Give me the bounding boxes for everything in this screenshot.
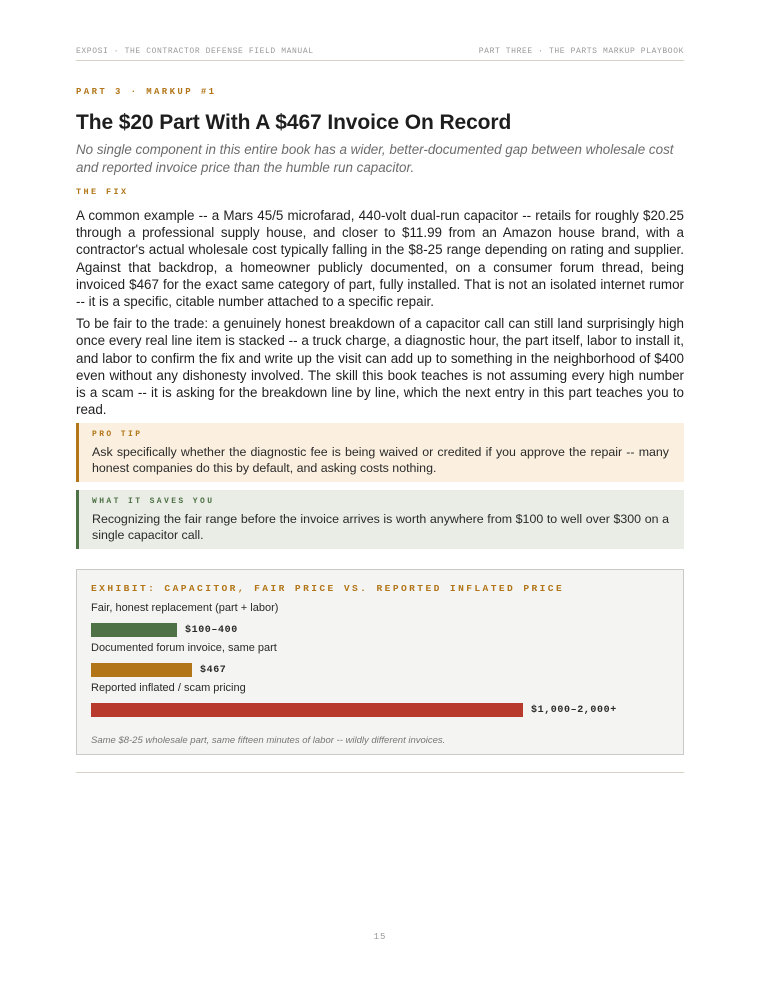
bottom-divider bbox=[76, 772, 684, 773]
bar-group-forum bbox=[91, 642, 669, 677]
bar-forum-invoice bbox=[91, 663, 192, 677]
bar-category-label: Documented forum invoice, same part bbox=[91, 642, 277, 655]
bar-fair-price bbox=[91, 623, 177, 637]
section-kicker: PART 3 · MARKUP #1 bbox=[76, 87, 217, 97]
bar-value-label: $100–400 bbox=[185, 624, 238, 636]
body-paragraph-2: To be fair to the trade: a genuinely honest breakdown of a capacitor call can still land surprisingly high once every real line item is stacked -- a truck charge, a diagnostic hour, the part itself, labor to install it, and labor to confirm the fix and write up the visit can add up to something in the neighborhood of $400 even without any dishonesty involved. The skill this book teaches is not assuming every high number is a scam -- it is asking for the breakdown line by line, which the next entry in this part teaches you to read. bbox=[76, 316, 684, 418]
savings-callout bbox=[76, 490, 684, 549]
pro-tip-label: PRO TIP bbox=[92, 430, 143, 440]
bar-group-fair bbox=[91, 602, 669, 637]
exhibit-caption: Same $8-25 wholesale part, same fifteen minutes of labor -- wildly different invoices. bbox=[91, 735, 446, 747]
header-part-title: PART THREE · THE PARTS MARKUP PLAYBOOK bbox=[478, 47, 684, 56]
bar-category-label: Fair, honest replacement (part + labor) bbox=[91, 602, 279, 615]
pro-tip-callout bbox=[76, 423, 684, 482]
savings-text: Recognizing the fair range before the invoice arrives is worth anywhere from $100 to well over $300 on a single capacitor call. bbox=[92, 512, 669, 543]
body-paragraph-1: A common example -- a Mars 45/5 microfarad, 440-volt dual-run capacitor -- retails for roughly $20.25 through a professional supply house, and closer to $11.99 from an Amazon house brand, with a contractor's actual wholesale cost typically falling in the $8-25 range depending on rating and supplier. Against that backdrop, a homeowner publicly documented, on a consumer forum thread, being invoiced $467 for the exact same category of part, fully installed. That is not an isolated internet rumor -- it is a specific, citable number attached to a specific repair. bbox=[76, 208, 684, 310]
header-book-title: EXPOSI · THE CONTRACTOR DEFENSE FIELD MANUAL bbox=[76, 47, 314, 56]
page-content bbox=[76, 80, 684, 773]
bar-value-label: $1,000–2,000+ bbox=[531, 704, 617, 716]
page-subtitle: No single component in this entire book has a wider, better-documented gap between wholesale cost and reported invoice price than the humble run capacitor. bbox=[76, 142, 674, 175]
pro-tip-text: Ask specifically whether the diagnostic fee is being waived or credited if you approve the repair -- many honest companies do this by default, and asking costs nothing. bbox=[92, 445, 669, 476]
bar-category-label: Reported inflated / scam pricing bbox=[91, 682, 246, 695]
page-number: 15 bbox=[373, 932, 387, 942]
running-header bbox=[76, 42, 684, 61]
bar-group-scam bbox=[91, 682, 669, 717]
page-title: The $20 Part With A $467 Invoice On Record bbox=[76, 111, 512, 134]
fix-label: THE FIX bbox=[76, 187, 129, 197]
price-exhibit-chart bbox=[76, 569, 684, 755]
bar-value-label: $467 bbox=[200, 664, 227, 676]
bar-scam-price bbox=[91, 703, 523, 717]
exhibit-title: EXHIBIT: CAPACITOR, FAIR PRICE VS. REPORTED INFLATED PRICE bbox=[91, 583, 565, 595]
savings-label: WHAT IT SAVES YOU bbox=[92, 497, 215, 507]
